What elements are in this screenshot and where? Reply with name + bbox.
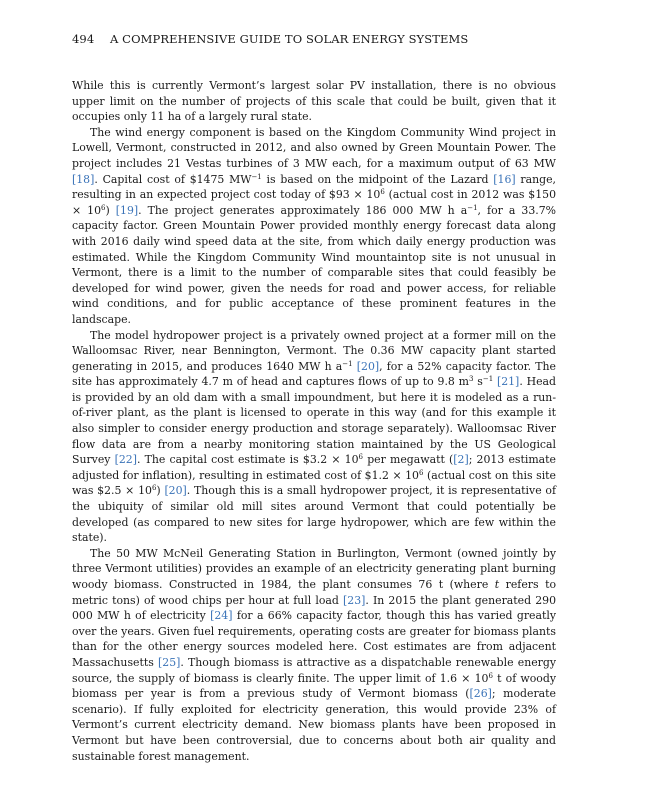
citation-link[interactable]: [21] bbox=[496, 375, 520, 389]
superscript: 6 bbox=[101, 203, 106, 212]
paragraph-hydropower bbox=[72, 328, 556, 546]
text-run: range, resulting in an expected project cost today of $93 × 10 bbox=[72, 172, 556, 202]
superscript: 6 bbox=[358, 453, 364, 462]
citation-link[interactable]: [26] bbox=[469, 687, 492, 701]
text-run: . In 2015 the plant generated 290 000 MW h of electricity bbox=[72, 593, 556, 623]
text-run: ; 2013 estimate adjusted for inflation), resulting in estimated cost of $1.2 × 10 bbox=[72, 453, 556, 482]
superscript: 6 bbox=[151, 484, 157, 493]
superscript: 6 bbox=[419, 468, 424, 477]
citation-link[interactable]: [23] bbox=[343, 593, 366, 607]
superscript: −1 bbox=[342, 359, 353, 368]
text-run: ) bbox=[156, 484, 165, 498]
text-run: . The project generates approximately 186 000 MW h a bbox=[138, 203, 468, 217]
citation-link[interactable]: [18] bbox=[72, 172, 95, 186]
book-title: A COMPREHENSIVE GUIDE TO SOLAR ENERGY SYSTEMS bbox=[110, 32, 469, 46]
text-run: . The capital cost estimate is $3.2 × 10 bbox=[136, 453, 359, 467]
text-run: ; moderate scenario). If fully exploited for electricity generation, this would provide 23% of Vermont’s current electricity demand. New biomass plants have been proposed in Vermont but have been controversial, due to concerns about both air quality and sustainable forest management. bbox=[72, 687, 556, 763]
citation-link[interactable]: [22] bbox=[114, 453, 137, 467]
text-run: per megawatt ( bbox=[363, 453, 454, 467]
text-run: . Capital cost of $1475 MW bbox=[94, 172, 252, 186]
text-run: While this is currently Vermont’s largest solar PV installation, there is no obvious upper limit on the number of projects of this scale that could be built, given that it occupies only 11 ha of a largely rural state. bbox=[72, 79, 556, 124]
text-run: , for a 52% capacity factor. The site has approximately 4.7 m of head and captures flows of up to 9.8 m bbox=[72, 359, 556, 389]
text-run: The model hydropower project is a privately owned project at a former mill on the Walloomsac River, near Bennington, Vermont. The 0.36 MW capacity plant started generating in 2015, and produces 1640 MW h a bbox=[72, 328, 556, 373]
text-run: The wind energy component is based on the Kingdom Community Wind project in Lowell, Vermont, constructed in 2012, and also owned by Green Mountain Power. The project includes 21 Vestas turbines of 3 MW each, for a maximum output of 63 MW bbox=[72, 125, 556, 170]
superscript: 3 bbox=[468, 375, 474, 384]
text-run: The 50 MW McNeil Generating Station in Burlington, Vermont (owned jointly by three Vermont utilities) provides an example of an electricity generating plant burning woody biomass. Constructed in 1984, the plant consumes 76 t (where bbox=[72, 546, 556, 591]
citation-link[interactable]: [20] bbox=[164, 484, 187, 498]
text-run: (actual cost in 2012 was $150 × 10 bbox=[72, 188, 556, 217]
citation-link[interactable]: [16] bbox=[493, 172, 516, 186]
text-run: . Though this is a small hydropower project, it is representative of the ubiquity of similar old mill sites around Vermont that could potentially be developed (as compared to new sites for large hydropower, which are few within the state). bbox=[72, 484, 556, 545]
text-run: . Though biomass is attractive as a dispatchable renewable energy source, the supply of biomass is clearly finite. The upper limit of 1.6 × 10 bbox=[72, 655, 557, 685]
running-head bbox=[72, 32, 562, 46]
paragraph-biomass bbox=[72, 546, 556, 764]
page-number: 494 bbox=[72, 32, 95, 46]
citation-link[interactable]: [20] bbox=[356, 359, 380, 373]
text-run: for a 66% capacity factor, though this has varied greatly over the years. Given fuel requirements, operating costs are greater for biomass plants than for the other energy sources modeled here. Cost estimates are from adjacent Massachusetts bbox=[72, 609, 556, 669]
superscript: −1 bbox=[467, 203, 478, 212]
citation-link[interactable]: [2] bbox=[453, 453, 469, 467]
text-run: . Head is provided by an old dam with a small impoundment, but here it is modeled as a run-of-river plant, as the plant is licensed to operate in this way (and for this example it also simpler to consider energy production and storage separately). Walloomsac River flow data are from a nearby monitoring station maintained by the US Geological Survey bbox=[72, 375, 556, 467]
citation-link[interactable]: [19] bbox=[115, 203, 139, 217]
text-run: s bbox=[473, 375, 483, 389]
superscript: −1 bbox=[251, 172, 262, 181]
text-run: refers to metric tons) of wood chips per hour at full load bbox=[72, 578, 557, 607]
italic-text: t bbox=[494, 578, 500, 591]
superscript: 6 bbox=[380, 188, 385, 197]
text-run: ) bbox=[105, 203, 116, 217]
text-run: , for a 33.7% capacity factor. Green Mountain Power provided monthly energy forecast data along with 2016 daily wind speed data at the site, from which daily energy production was estimated. While the Kingdom Community Wind mountaintop site is not unusual in Vermont, there is a limit to the number of comparable sites that could feasibly be developed for wind power, given the needs for road and power access, for reliable wind conditions, and for public acceptance of these prominent features in the landscape. bbox=[72, 203, 557, 326]
body-text bbox=[72, 78, 556, 764]
superscript: 6 bbox=[488, 671, 493, 680]
paragraph-wind bbox=[72, 125, 556, 328]
text-run: t of woody biomass per year is from a previous study of Vermont biomass ( bbox=[72, 671, 556, 701]
text-run: (actual cost on this site was $2.5 × 10 bbox=[72, 468, 556, 498]
citation-link[interactable]: [25] bbox=[158, 655, 181, 669]
superscript: −1 bbox=[482, 375, 494, 384]
text-run: is based on the midpoint of the Lazard bbox=[261, 172, 494, 186]
paragraph-solar-limit bbox=[72, 78, 556, 125]
citation-link[interactable]: [24] bbox=[210, 609, 233, 623]
